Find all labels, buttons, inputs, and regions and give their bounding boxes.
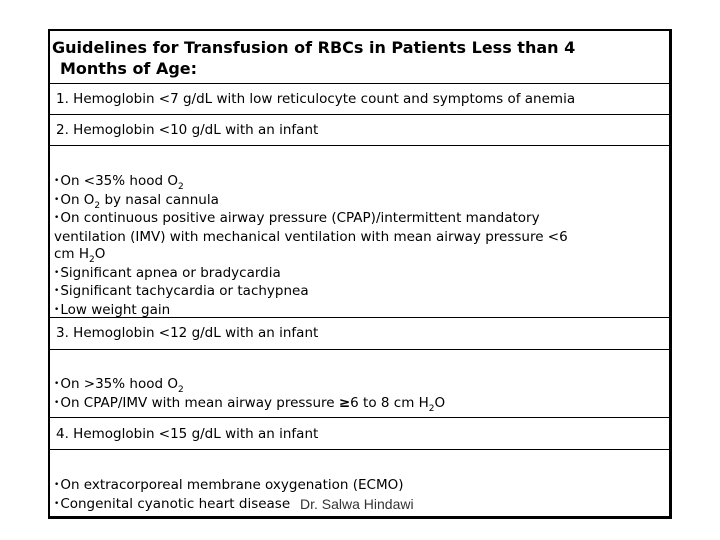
list-item: •On >35% hood $O_2$ (54, 376, 184, 395)
list-item: •Significant apnea or bradycardia (54, 264, 281, 281)
criterion-2-details (50, 145, 669, 317)
criterion-3-row (50, 317, 669, 349)
list-item: •On $O_2$ by nasal cannula (54, 191, 219, 211)
guidelines-table (48, 29, 672, 519)
table-title: Guidelines for Transfusion of RBCs in Patients Less than 4 Months of Age: (52, 38, 576, 78)
list-item-continuation: ventilation (IMV) with mechanical ventilation with mean airway pressure <6 (54, 229, 568, 246)
criterion-2-row (50, 114, 669, 145)
list-item: •Congenital cyanotic heart disease (54, 495, 291, 512)
list-item: •On extracorporeal membrane oxygenation (ECMO) (54, 477, 404, 493)
list-item: •Significant tachycardia or tachypnea (54, 283, 309, 300)
list-item: •Low weight gain (54, 301, 171, 318)
criterion-4-row (50, 417, 669, 449)
criterion-1: 1. Hemoglobin <7 g/dL with low reticulocyte count and symptoms of anemia (56, 91, 576, 107)
criterion-1-row (50, 83, 669, 114)
list-item: •On <35% hood $O_2$ (54, 173, 184, 192)
author-footer: Dr. Salwa Hindawi (300, 496, 414, 512)
criterion-4: 4. Hemoglobin <15 g/dL with an infant (56, 426, 319, 442)
list-item: •On CPAP/IMV with mean airway pressure ≥6 to 8 cm $H_2O$ (54, 394, 446, 414)
criterion-2-list (54, 173, 568, 321)
list-item-continuation: cm $H_2O$ (54, 245, 106, 265)
criterion-2: 2. Hemoglobin <10 g/dL with an infant (56, 122, 319, 138)
list-item: •On continuous positive airway pressure (CPAP)/intermittent mandatory (54, 210, 540, 227)
criterion-3-details (50, 349, 669, 417)
criterion-3: 3. Hemoglobin <12 g/dL with an infant (56, 325, 319, 341)
criterion-3-list (54, 376, 445, 413)
title-row (50, 31, 669, 83)
